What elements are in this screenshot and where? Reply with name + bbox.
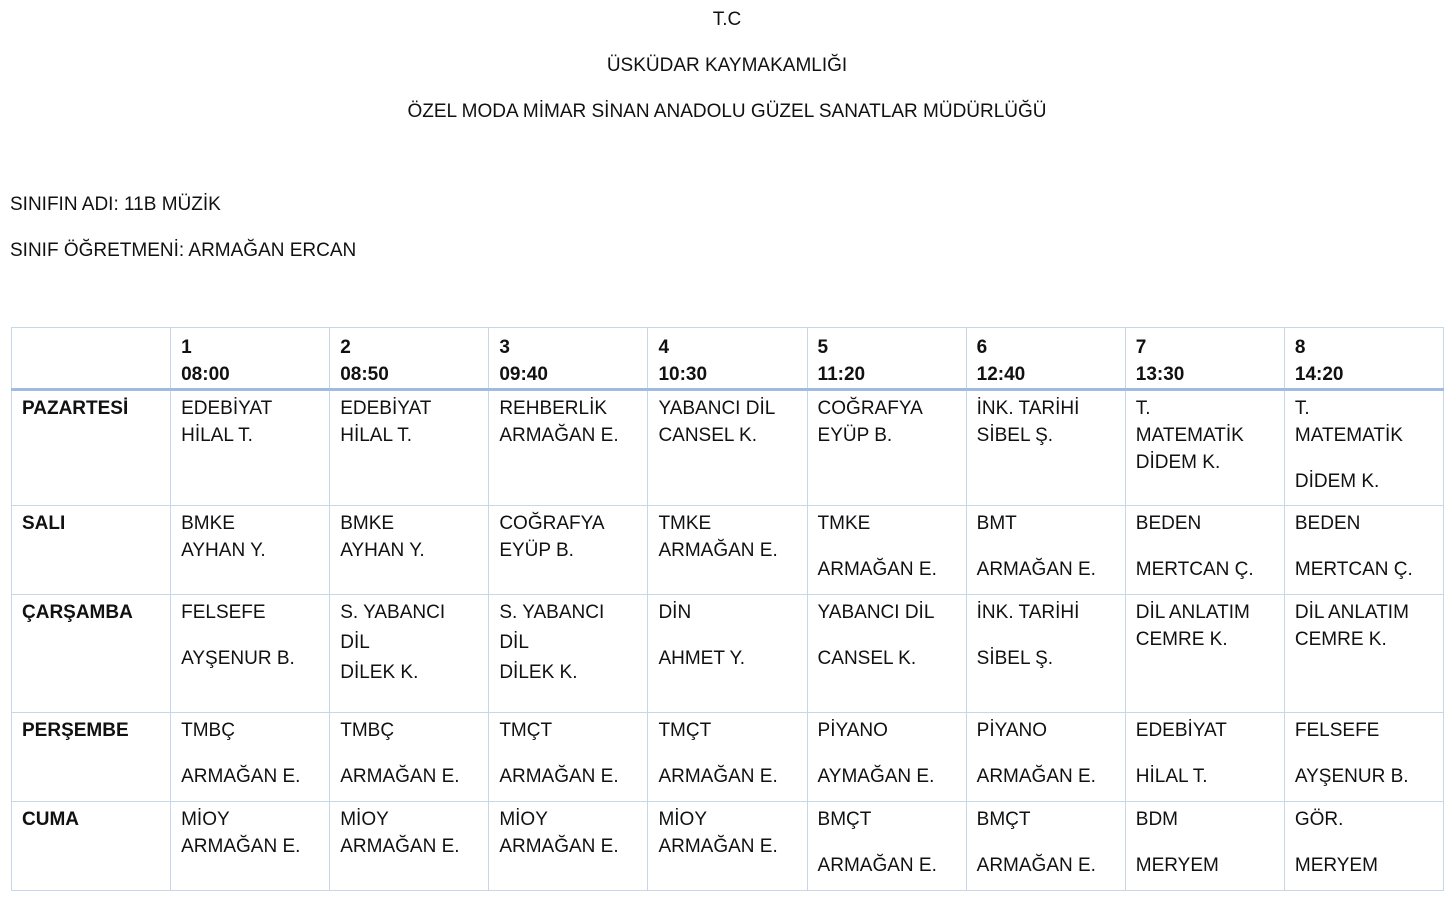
course-name: YABANCI DİL [658,398,776,419]
course-name-line-2: MATEMATİK [1294,425,1403,446]
spacer [1295,537,1433,556]
teacher-name: MERYEM [1135,855,1219,876]
spacer [1295,449,1433,468]
spacer [1136,833,1274,852]
period-time: 10:30 [658,364,708,385]
lesson-cell [489,390,648,506]
course-name-line-1: T. [1294,398,1310,419]
course-name: COĞRAFYA [817,398,923,419]
course-name: GÖR. [1294,809,1344,830]
table-row-tuesday [12,506,1444,595]
spacer [818,833,956,852]
lesson-cell [1125,802,1284,891]
course-name: BMT [976,513,1017,534]
lesson-cell [807,802,966,891]
lesson-cell [966,390,1125,506]
lesson-cell [966,595,1125,713]
teacher-name: DİLEK K. [340,662,419,683]
course-name: PİYANO [817,720,888,741]
lesson-cell [1284,506,1443,595]
course-name: TMÇT [658,720,712,741]
course-name: TMBÇ [340,720,395,741]
period-number: 2 [340,337,351,358]
lesson-cell [171,802,330,891]
teacher-name: ARMAĞAN E. [658,540,778,561]
teacher-name: SİBEL Ş. [976,648,1054,669]
teacher-name: HİLAL T. [1135,766,1208,787]
period-header-4 [648,328,807,390]
day-label-text: PERŞEMBE [22,720,129,741]
lesson-cell [1125,595,1284,713]
course-name-line-1: T. [1135,398,1151,419]
class-name: SINIFIN ADI: 11B MÜZİK [10,194,221,215]
course-name: BMKE [340,513,395,534]
teacher-name: AHMET Y. [658,648,746,669]
lesson-cell [1125,506,1284,595]
course-name: PİYANO [976,720,1048,741]
spacer [340,744,478,763]
course-name: EDEBİYAT [1135,720,1227,741]
period-number: 3 [499,337,510,358]
spacer [977,537,1115,556]
day-label-text: CUMA [22,809,79,830]
spacer [1136,744,1274,763]
period-number: 6 [976,337,988,358]
lesson-cell [966,506,1125,595]
period-number: 7 [1135,337,1147,358]
teacher-name: ARMAĞAN E. [499,425,619,446]
teacher-name: AYHAN Y. [181,540,266,561]
lesson-cell [330,713,489,802]
lesson-cell [966,713,1125,802]
course-name-line-2: MATEMATİK [1135,425,1244,446]
teacher-name: ARMAĞAN E. [181,766,301,787]
period-number: 5 [817,337,829,358]
spacer [181,744,319,763]
lesson-cell [648,390,807,506]
spacer [977,833,1115,852]
table-row-wednesday [12,595,1444,713]
teacher-name: CEMRE K. [1135,629,1228,650]
lesson-cell [1125,390,1284,506]
teacher-name: ARMAĞAN E. [340,836,460,857]
header-line-1: T.C [712,9,742,30]
course-name: DİL ANLATIM [1294,602,1409,623]
lesson-cell [807,595,966,713]
course-name: COĞRAFYA [499,513,605,534]
spacer [658,744,796,763]
header-line-2: ÜSKÜDAR KAYMAKAMLIĞI [606,55,848,76]
spacer [181,626,319,645]
teacher-name: EYÜP B. [817,425,893,446]
period-time: 14:20 [1294,364,1344,385]
lesson-cell [171,390,330,506]
period-header-7 [1125,328,1284,390]
spacer [818,537,956,556]
table-row-monday [12,390,1444,506]
lesson-cell [807,390,966,506]
course-name: TMBÇ [181,720,235,741]
spacer [1136,537,1274,556]
day-label-text: SALI [22,513,66,534]
teacher-name: MERTCAN Ç. [1294,559,1413,580]
lesson-cell [648,506,807,595]
course-name: BMKE [181,513,235,534]
course-name: İNK. TARİHİ [976,602,1080,623]
table-row-friday [12,802,1444,891]
spacer [1295,833,1433,852]
course-name: BEDEN [1135,513,1202,534]
day-label-text: PAZARTESİ [22,398,129,419]
header-row [12,328,1444,390]
period-time: 12:40 [976,364,1026,385]
course-name-line-1: S. YABANCI [340,602,446,623]
corner-cell [12,328,171,390]
lesson-cell [489,506,648,595]
lesson-cell [171,595,330,713]
period-header-6 [966,328,1125,390]
period-header-1 [171,328,330,390]
lesson-cell [171,713,330,802]
period-header-5 [807,328,966,390]
day-label [12,802,171,891]
header-line-3: ÖZEL MODA MİMAR SİNAN ANADOLU GÜZEL SANATLAR MÜDÜRLÜĞÜ [407,101,1047,122]
lesson-cell [807,713,966,802]
teacher-name: ARMAĞAN E. [658,836,778,857]
course-name: YABANCI DİL [817,602,935,623]
lesson-cell [330,595,489,713]
lesson-cell [1284,390,1443,506]
lesson-cell [648,802,807,891]
teacher-name: AYHAN Y. [340,540,425,561]
spacer [818,744,956,763]
teacher-name: CANSEL K. [658,425,757,446]
period-number: 1 [181,337,192,358]
period-number: 8 [1294,337,1306,358]
spacer [1295,744,1433,763]
course-name-line-1: S. YABANCI [499,602,605,623]
teacher-name: EYÜP B. [499,540,574,561]
lesson-cell [1284,713,1443,802]
teacher-name: ARMAĞAN E. [976,559,1096,580]
teacher-name: ARMAĞAN E. [499,766,619,787]
teacher-name: DİDEM K. [1294,471,1380,492]
teacher-name: ARMAĞAN E. [817,855,937,876]
course-name: MİOY [340,809,389,830]
lesson-cell [489,802,648,891]
lesson-cell [807,506,966,595]
course-name: İNK. TARİHİ [976,398,1080,419]
teacher-name: DİDEM K. [1135,452,1221,473]
teacher-name: ARMAĞAN E. [181,836,301,857]
course-name: TMÇT [499,720,553,741]
lesson-cell [489,595,648,713]
period-header-3 [489,328,648,390]
lesson-cell [966,802,1125,891]
course-name: MİOY [499,809,548,830]
course-name-line-2: DİL [499,632,529,653]
course-name: EDEBİYAT [340,398,432,419]
class-teacher: SINIF ÖĞRETMENİ: ARMAĞAN ERCAN [10,240,357,261]
day-label [12,390,171,506]
day-label-text: ÇARŞAMBA [22,602,133,623]
spacer [977,626,1115,645]
teacher-name: AYŞENUR B. [181,648,295,669]
teacher-name: DİLEK K. [499,662,578,683]
spacer [658,626,796,645]
teacher-name: CEMRE K. [1294,629,1387,650]
teacher-name: ARMAĞAN E. [658,766,778,787]
period-number: 4 [658,337,670,358]
spacer [977,744,1115,763]
period-time: 13:30 [1135,364,1185,385]
course-name: BMÇT [976,809,1031,830]
teacher-name: ARMAĞAN E. [817,559,937,580]
course-name: TMKE [817,513,871,534]
course-name: TMKE [658,513,712,534]
teacher-name: CANSEL K. [817,648,917,669]
lesson-cell [330,802,489,891]
teacher-name: SİBEL Ş. [976,425,1054,446]
course-name: FELSEFE [1294,720,1380,741]
lesson-cell [648,595,807,713]
course-name: BMÇT [817,809,872,830]
period-time: 08:50 [340,364,389,385]
teacher-name: ARMAĞAN E. [499,836,619,857]
period-time: 09:40 [499,364,548,385]
lesson-cell [1284,802,1443,891]
course-name: MİOY [658,809,707,830]
course-name: EDEBİYAT [181,398,273,419]
teacher-name: MERYEM [1294,855,1378,876]
course-name: BDM [1135,809,1178,830]
period-header-2 [330,328,489,390]
course-name: REHBERLİK [499,398,608,419]
course-name: DİL ANLATIM [1135,602,1250,623]
period-time: 11:20 [817,364,866,385]
day-label [12,595,171,713]
course-name: MİOY [181,809,230,830]
course-name-line-2: DİL [340,632,370,653]
table-row-thursday [12,713,1444,802]
lesson-cell [1125,713,1284,802]
teacher-name: HİLAL T. [181,425,253,446]
teacher-name: ARMAĞAN E. [976,766,1096,787]
teacher-name: ARMAĞAN E. [340,766,460,787]
course-name: FELSEFE [181,602,266,623]
lesson-cell [330,506,489,595]
course-name: BEDEN [1294,513,1361,534]
course-name: DİN [658,602,692,623]
lesson-cell [648,713,807,802]
lesson-cell [330,390,489,506]
day-label [12,506,171,595]
lesson-cell [1284,595,1443,713]
spacer [499,744,637,763]
teacher-name: ARMAĞAN E. [976,855,1096,876]
lesson-cell [171,506,330,595]
teacher-name: MERTCAN Ç. [1135,559,1254,580]
day-label [12,713,171,802]
period-header-8 [1284,328,1443,390]
teacher-name: HİLAL T. [340,425,413,446]
schedule-table [11,327,1444,891]
teacher-name: AYŞENUR B. [1294,766,1409,787]
teacher-name: AYMAĞAN E. [817,766,935,787]
spacer [818,626,956,645]
lesson-cell [489,713,648,802]
period-time: 08:00 [181,364,230,385]
